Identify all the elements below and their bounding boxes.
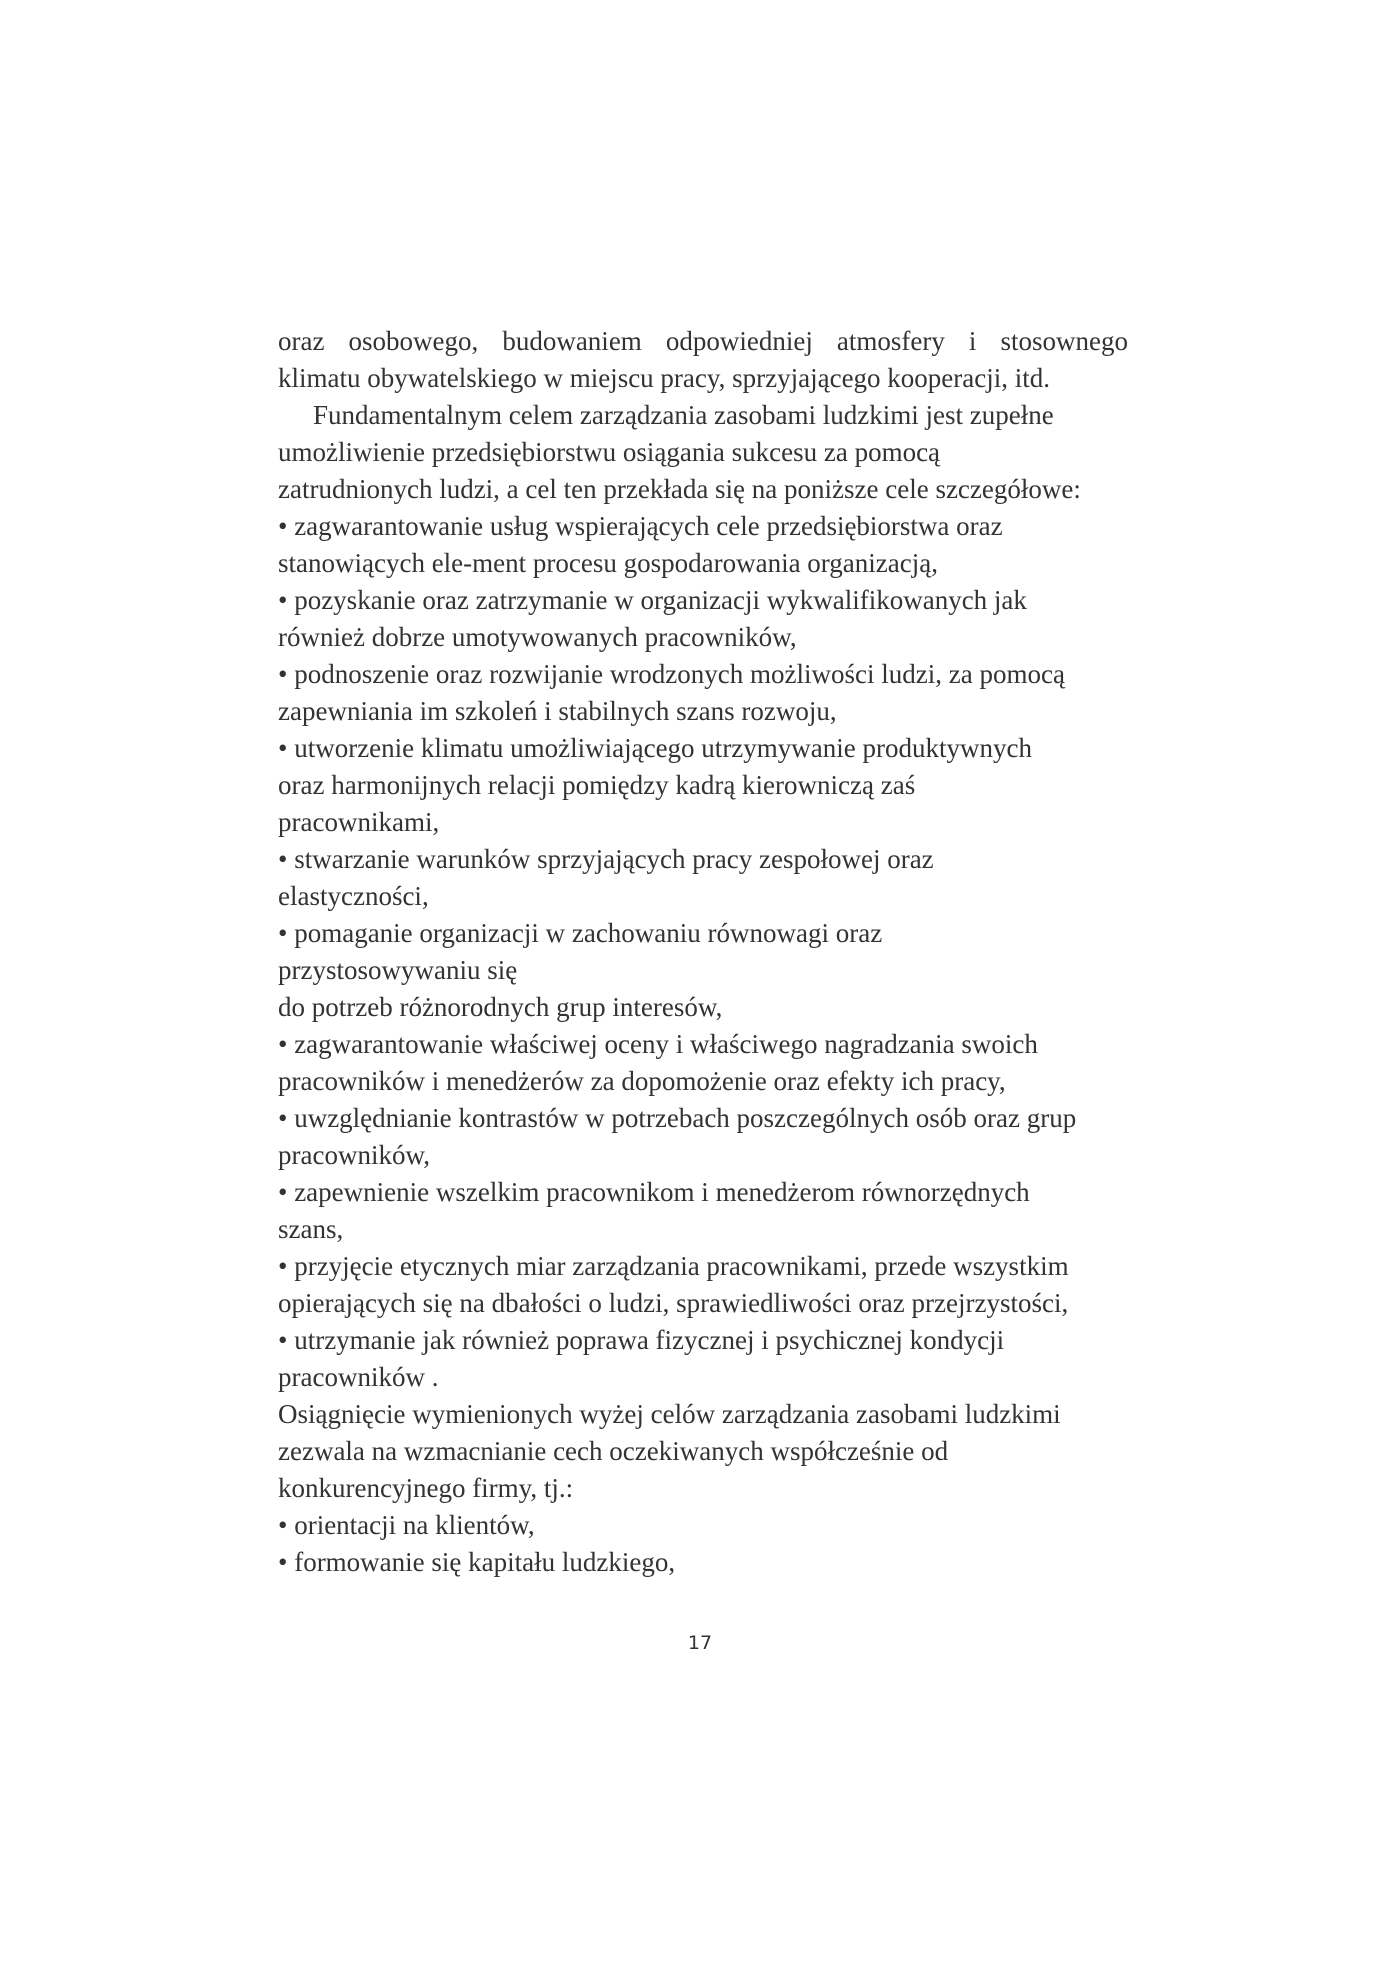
- text-line: zapewniania im szkoleń i stabilnych szans rozwoju,: [278, 696, 837, 726]
- list-item: • uwzględnianie kontrastów w potrzebach poszczególnych osób oraz grup: [278, 1103, 1077, 1133]
- page-number: 17: [687, 1632, 713, 1654]
- list-item: • pomaganie organizacji w zachowaniu równowagi oraz: [278, 918, 883, 948]
- text-line: pracowników,: [278, 1140, 430, 1170]
- text-line: do potrzeb różnorodnych grup interesów,: [278, 992, 723, 1022]
- text-line: również dobrze umotywowanych pracowników,: [278, 622, 797, 652]
- text-line: umożliwienie przedsiębiorstwu osiągania sukcesu za pomocą: [278, 437, 941, 467]
- text-line: elastyczności,: [278, 881, 429, 911]
- list-item: • pozyskanie oraz zatrzymanie w organizacji wykwalifikowanych jak: [278, 585, 1027, 615]
- text-line: oraz harmonijnych relacji pomiędzy kadrą kierowniczą zaś: [278, 770, 916, 800]
- text-line: Fundamentalnym celem zarządzania zasobami ludzkimi jest zupełne: [313, 400, 1054, 430]
- list-item: • orientacji na klientów,: [278, 1510, 535, 1540]
- text-line: opierających się na dbałości o ludzi, sprawiedliwości oraz przejrzystości,: [278, 1288, 1069, 1318]
- text-line: Osiągnięcie wymienionych wyżej celów zarządzania zasobami ludzkimi: [278, 1399, 1061, 1429]
- list-item: • zagwarantowanie właściwej oceny i właściwego nagradzania swoich: [278, 1029, 1038, 1059]
- text-line: konkurencyjnego firmy, tj.:: [278, 1473, 574, 1503]
- text-line: stanowiących ele-ment procesu gospodarowania organizacją,: [278, 548, 938, 578]
- list-item: • zagwarantowanie usług wspierających cele przedsiębiorstwa oraz: [278, 511, 1003, 541]
- text-line: zatrudnionych ludzi, a cel ten przekłada się na poniższe cele szczegółowe:: [278, 474, 1081, 504]
- list-item: • przyjęcie etycznych miar zarządzania pracownikami, przede wszystkim: [278, 1251, 1069, 1281]
- list-item: • formowanie się kapitału ludzkiego,: [278, 1547, 676, 1577]
- text-line: oraz osobowego, budowaniem odpowiedniej atmosfery i stosownego: [278, 326, 1128, 356]
- list-item: • stwarzanie warunków sprzyjających pracy zespołowej oraz: [278, 844, 934, 874]
- list-item: • utworzenie klimatu umożliwiającego utrzymywanie produktywnych: [278, 733, 1032, 763]
- list-item: • utrzymanie jak również poprawa fizycznej i psychicznej kondycji: [278, 1325, 1005, 1355]
- text-line: zezwala na wzmacnianie cech oczekiwanych współcześnie od: [278, 1436, 949, 1466]
- text-line: pracownikami,: [278, 807, 440, 837]
- list-item: • zapewnienie wszelkim pracownikom i menedżerom równorzędnych: [278, 1177, 1030, 1207]
- text-line: pracowników .: [278, 1362, 439, 1392]
- text-line: klimatu obywatelskiego w miejscu pracy, sprzyjającego kooperacji, itd.: [278, 363, 1051, 393]
- text-line: szans,: [278, 1214, 344, 1244]
- text-line: przystosowywaniu się: [278, 955, 518, 985]
- list-item: • podnoszenie oraz rozwijanie wrodzonych możliwości ludzi, za pomocą: [278, 659, 1065, 689]
- text-line: pracowników i menedżerów za dopomożenie oraz efekty ich pracy,: [278, 1066, 1006, 1096]
